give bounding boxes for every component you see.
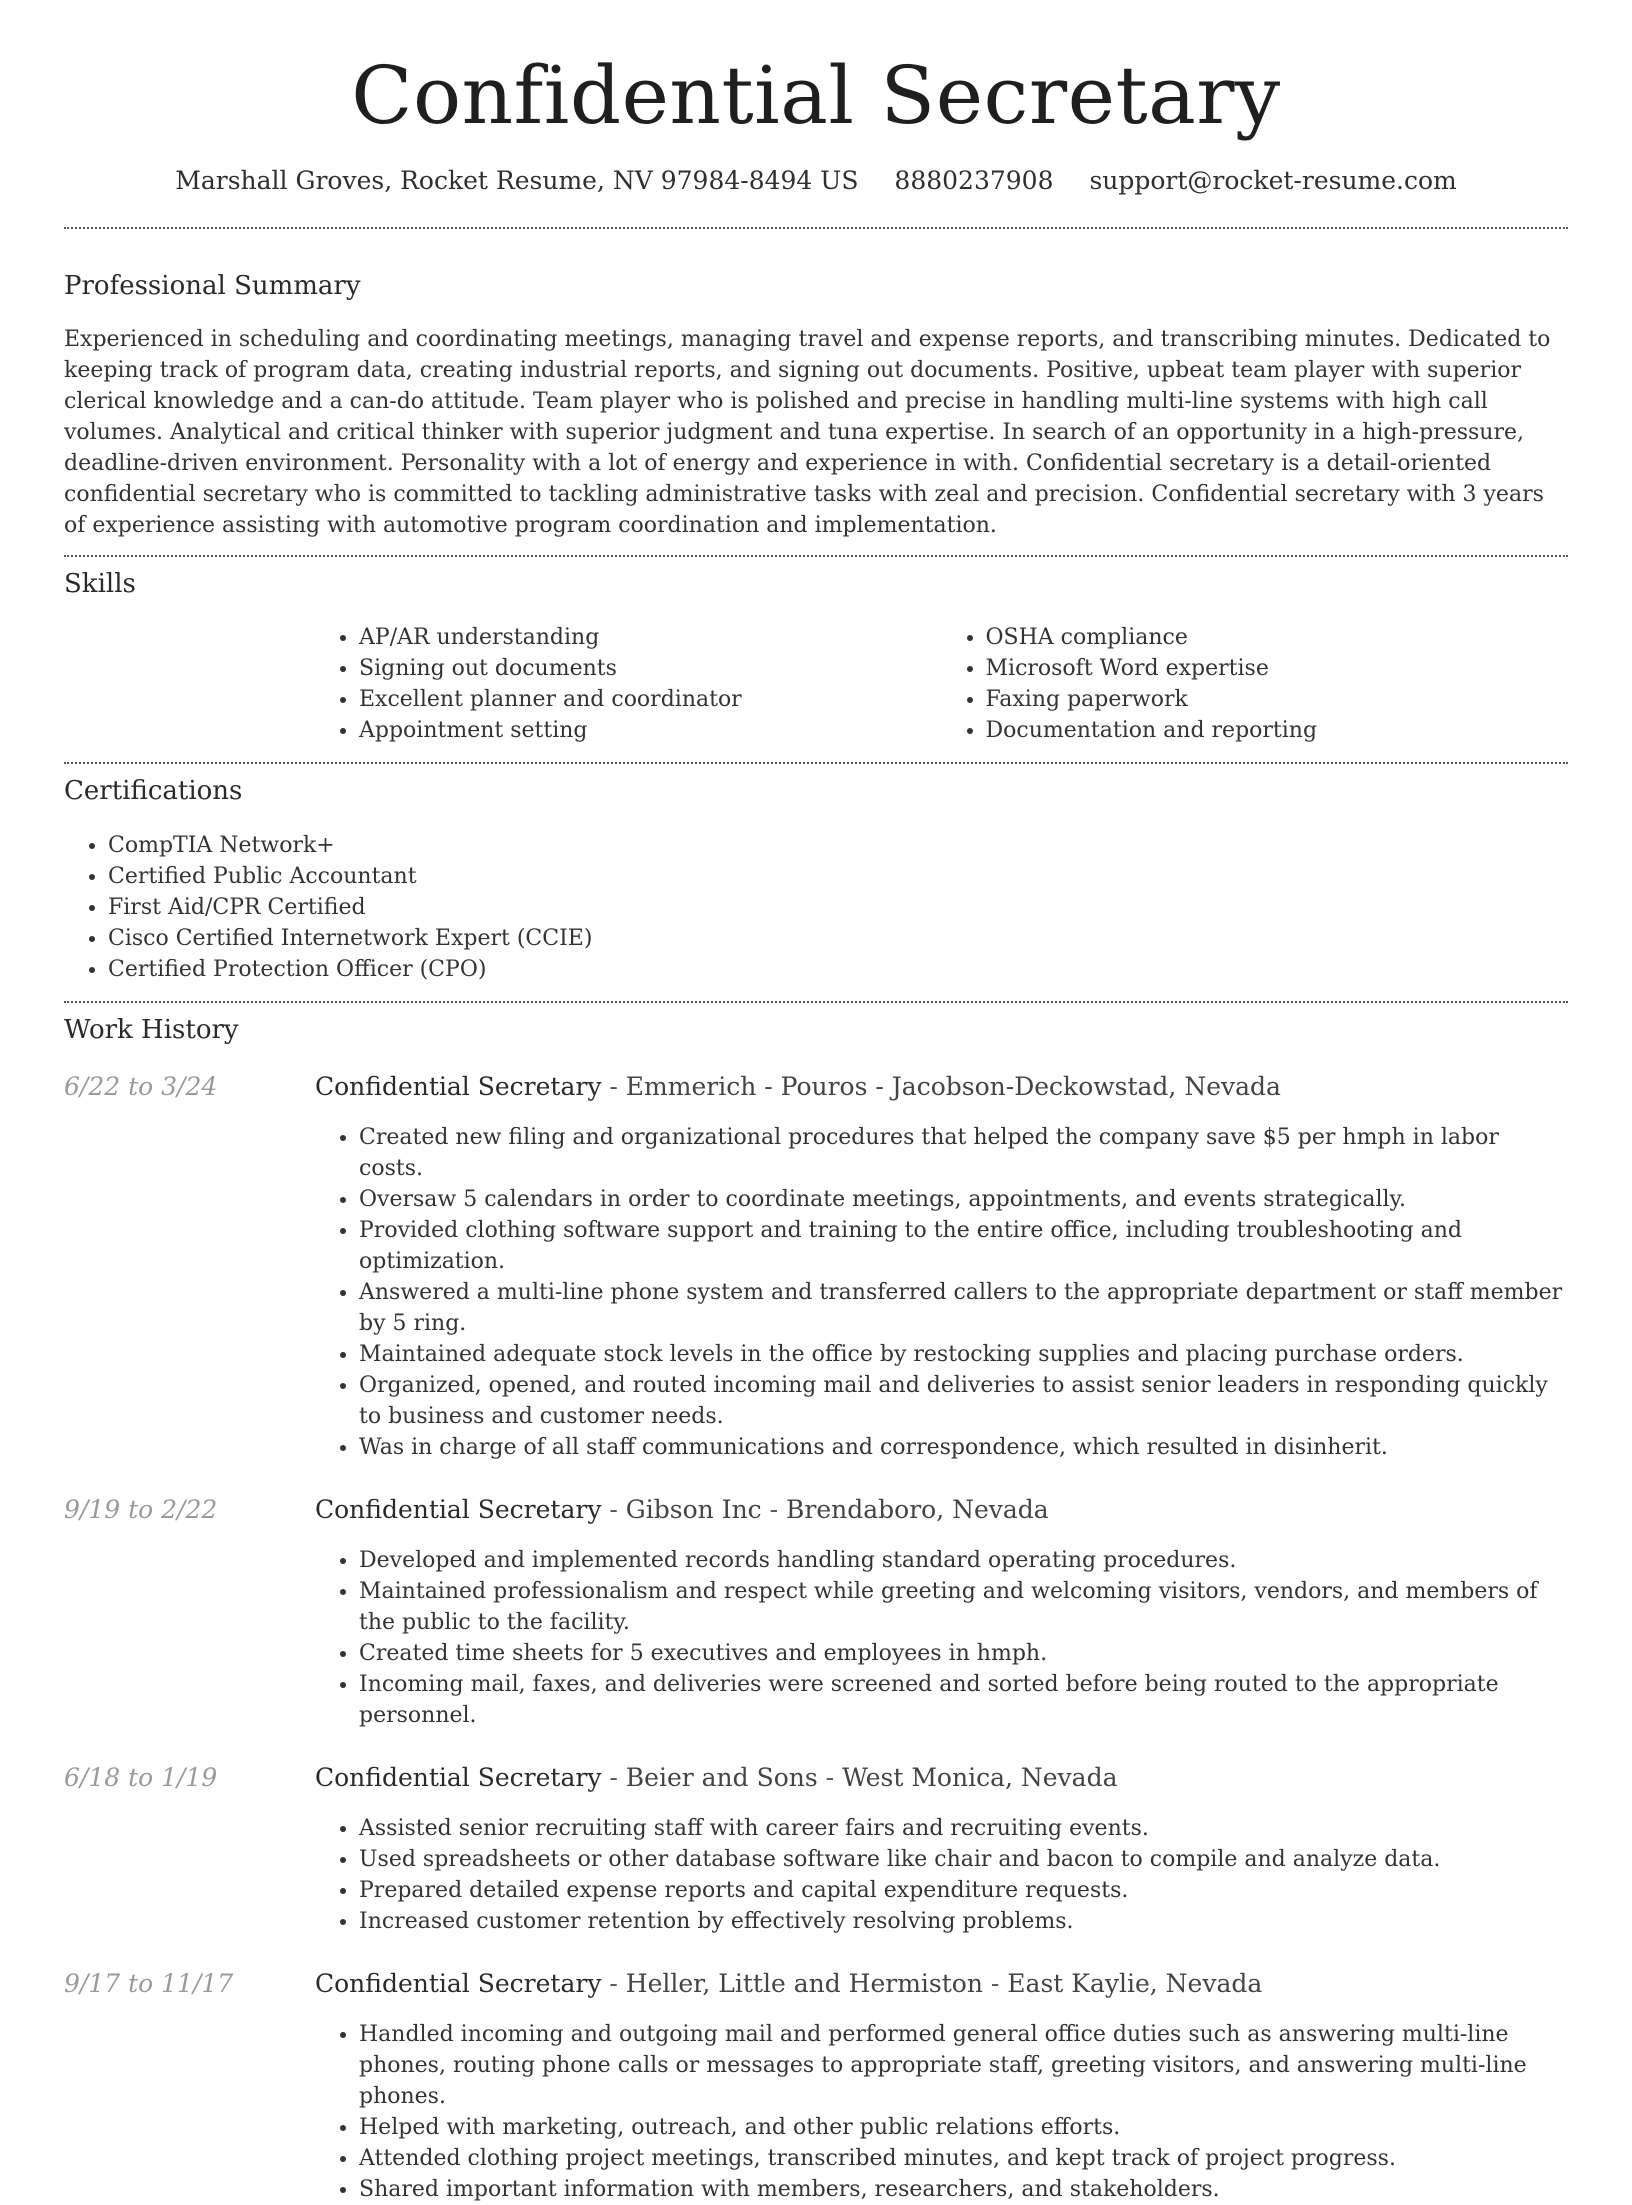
job-entry: [64, 1969, 1568, 2205]
job-location: East Kaylie, Nevada: [1007, 1968, 1263, 1998]
skill-item: • Signing out documents: [359, 653, 942, 684]
job-bullet: • Created new filing and organizational procedures that helped the company save $5 per hmph in labor costs.: [359, 1122, 1568, 1184]
certification-item: • Cisco Certified Internetwork Expert (CCIE): [108, 923, 1568, 954]
job-role: Confidential Secretary: [315, 1968, 602, 1998]
job-bullets: [315, 1122, 1568, 1463]
summary-text: Experienced in scheduling and coordinating meetings, managing travel and expense reports, and transcribing minutes. Dedicated to keeping track of program data, creating industrial reports, and signing out documents. Positive, upbeat team player with superior clerical knowledge and a can-do attitude. Team player who is polished and precise in handling multi-line systems with high call volumes. Analytical and critical thinker with superior judgment and tuna expertise. In search of an opportunity in a high-pressure, deadline-driven environment. Personality with a lot of energy and experience in with. Confidential secretary is a detail-oriented confidential secretary who is committed to tackling administrative tasks with zeal and precision. Confidential secretary with 3 years of experience assisting with automotive program coordination and implementation.: [64, 327, 1551, 539]
job-bullet: • Attended clothing project meetings, transcribed minutes, and kept track of project progress.: [359, 2143, 1568, 2174]
job-bullet: • Assisted senior recruiting staff with career fairs and recruiting events.: [359, 1813, 1568, 1844]
job-bullet: • Helped with marketing, outreach, and other public relations efforts.: [359, 2112, 1568, 2143]
job-bullet: • Organized, opened, and routed incoming mail and deliveries to assist senior leaders in responding quickly to business and customer needs.: [359, 1370, 1568, 1432]
skill-item: • Faxing paperwork: [986, 684, 1569, 715]
job-bullet: • Handled incoming and outgoing mail and performed general office duties such as answering multi-line phones, routing phone calls or messages to appropriate staff, greeting visitors, and answering multi-line phones.: [359, 2019, 1568, 2112]
certification-item: • Certified Protection Officer (CPO): [108, 954, 1568, 985]
job-bullet: • Provided clothing software support and training to the entire office, including troubleshooting and optimization.: [359, 1215, 1568, 1277]
job-company: Heller, Little and Hermiston: [625, 1968, 983, 1998]
certification-item: • CompTIA Network+: [108, 830, 1568, 861]
certifications-list: [64, 830, 1568, 985]
job-bullet: • Maintained professionalism and respect while greeting and welcoming visitors, vendors, and members of the public to the facility.: [359, 1576, 1568, 1638]
job-bullet: • Used spreadsheets or other database software like chair and bacon to compile and analyze data.: [359, 1844, 1568, 1875]
job-body: [315, 1072, 1568, 1463]
skill-item: • OSHA compliance: [986, 622, 1569, 653]
job-location: Brendaboro, Nevada: [786, 1494, 1049, 1524]
section-title-skills: Skills: [64, 569, 136, 600]
job-bullet: • Created time sheets for 5 executives and employees in hmph.: [359, 1638, 1568, 1669]
skill-item: • Excellent planner and coordinator: [359, 684, 942, 715]
work-history-section: [64, 1003, 1568, 2205]
certification-item: • Certified Public Accountant: [108, 861, 1568, 892]
skill-item: • Appointment setting: [359, 715, 942, 746]
job-bullet: • Was in charge of all staff communications and correspondence, which resulted in disinherit.: [359, 1432, 1568, 1463]
skills-section: [64, 557, 1568, 762]
job-title: Confidential Secretary - Heller, Little and Hermiston - East Kaylie, Nevada: [315, 1968, 1263, 1998]
contact-address: Marshall Groves, Rocket Resume, NV 97984-8494 US: [175, 166, 859, 195]
job-entry: [64, 1072, 1568, 1463]
job-body: [315, 1763, 1568, 1937]
job-company: Beier and Sons: [625, 1762, 818, 1792]
job-title: Confidential Secretary - Gibson Inc - Brendaboro, Nevada: [315, 1494, 1049, 1524]
job-dates: 9/17 to 11/17: [64, 1968, 234, 1998]
job-dates: 9/19 to 2/22: [64, 1494, 218, 1524]
skills-list-left: [315, 622, 942, 746]
job-bullet: • Maintained adequate stock levels in the office by restocking supplies and placing purchase orders.: [359, 1339, 1568, 1370]
job-bullet: • Oversaw 5 calendars in order to coordinate meetings, appointments, and events strategically.: [359, 1184, 1568, 1215]
job-bullets: [315, 1545, 1568, 1731]
job-bullet: • Shared important information with members, researchers, and stakeholders.: [359, 2174, 1568, 2205]
job-bullet: • Developed and implemented records handling standard operating procedures.: [359, 1545, 1568, 1576]
skills-list-right: [942, 622, 1569, 746]
job-dates: 6/18 to 1/19: [64, 1762, 218, 1792]
job-body: [315, 1969, 1568, 2205]
job-bullet: • Answered a multi-line phone system and transferred callers to the appropriate department or staff member by 5 ring.: [359, 1277, 1568, 1339]
job-bullets: [315, 1813, 1568, 1937]
skill-item: • Documentation and reporting: [986, 715, 1569, 746]
job-role: Confidential Secretary: [315, 1071, 602, 1101]
job-role: Confidential Secretary: [315, 1494, 602, 1524]
job-company: Emmerich - Pouros - Jacobson: [625, 1071, 1006, 1101]
job-bullet: • Incoming mail, faxes, and deliveries were screened and sorted before being routed to the appropriate personnel.: [359, 1669, 1568, 1731]
contact-email: support@rocket-resume.com: [1089, 166, 1457, 195]
certifications-section: [64, 764, 1568, 1000]
contact-phone: 8880237908: [894, 166, 1054, 195]
job-location: Deckowstad, Nevada: [1014, 1071, 1281, 1101]
certification-item: • First Aid/CPR Certified: [108, 892, 1568, 923]
job-role: Confidential Secretary: [315, 1762, 602, 1792]
job-entry: [64, 1495, 1568, 1731]
job-company: Gibson Inc: [625, 1494, 762, 1524]
job-bullet: • Prepared detailed expense reports and capital expenditure requests.: [359, 1875, 1568, 1906]
job-title: Confidential Secretary - Emmerich - Pouros - Jacobson-Deckowstad, Nevada: [315, 1071, 1281, 1101]
resume-name: Confidential Secretary: [351, 49, 1281, 142]
contact-line: [64, 166, 1568, 195]
skills-grid: [315, 622, 1568, 746]
section-title-work: Work History: [64, 1014, 239, 1045]
skill-item: • AP/AR understanding: [359, 622, 942, 653]
section-title-summary: Professional Summary: [64, 271, 361, 301]
job-bullet: • Increased customer retention by effectively resolving problems.: [359, 1906, 1568, 1937]
summary-section: [64, 229, 1568, 555]
job-body: [315, 1495, 1568, 1731]
skill-item: • Microsoft Word expertise: [986, 653, 1569, 684]
job-location: West Monica, Nevada: [842, 1762, 1118, 1792]
job-dates: 6/22 to 3/24: [64, 1071, 218, 1101]
section-title-certifications: Certifications: [64, 776, 243, 807]
job-entry: [64, 1763, 1568, 1937]
job-title: Confidential Secretary - Beier and Sons - West Monica, Nevada: [315, 1762, 1118, 1792]
resume-page: [64, 0, 1568, 2205]
